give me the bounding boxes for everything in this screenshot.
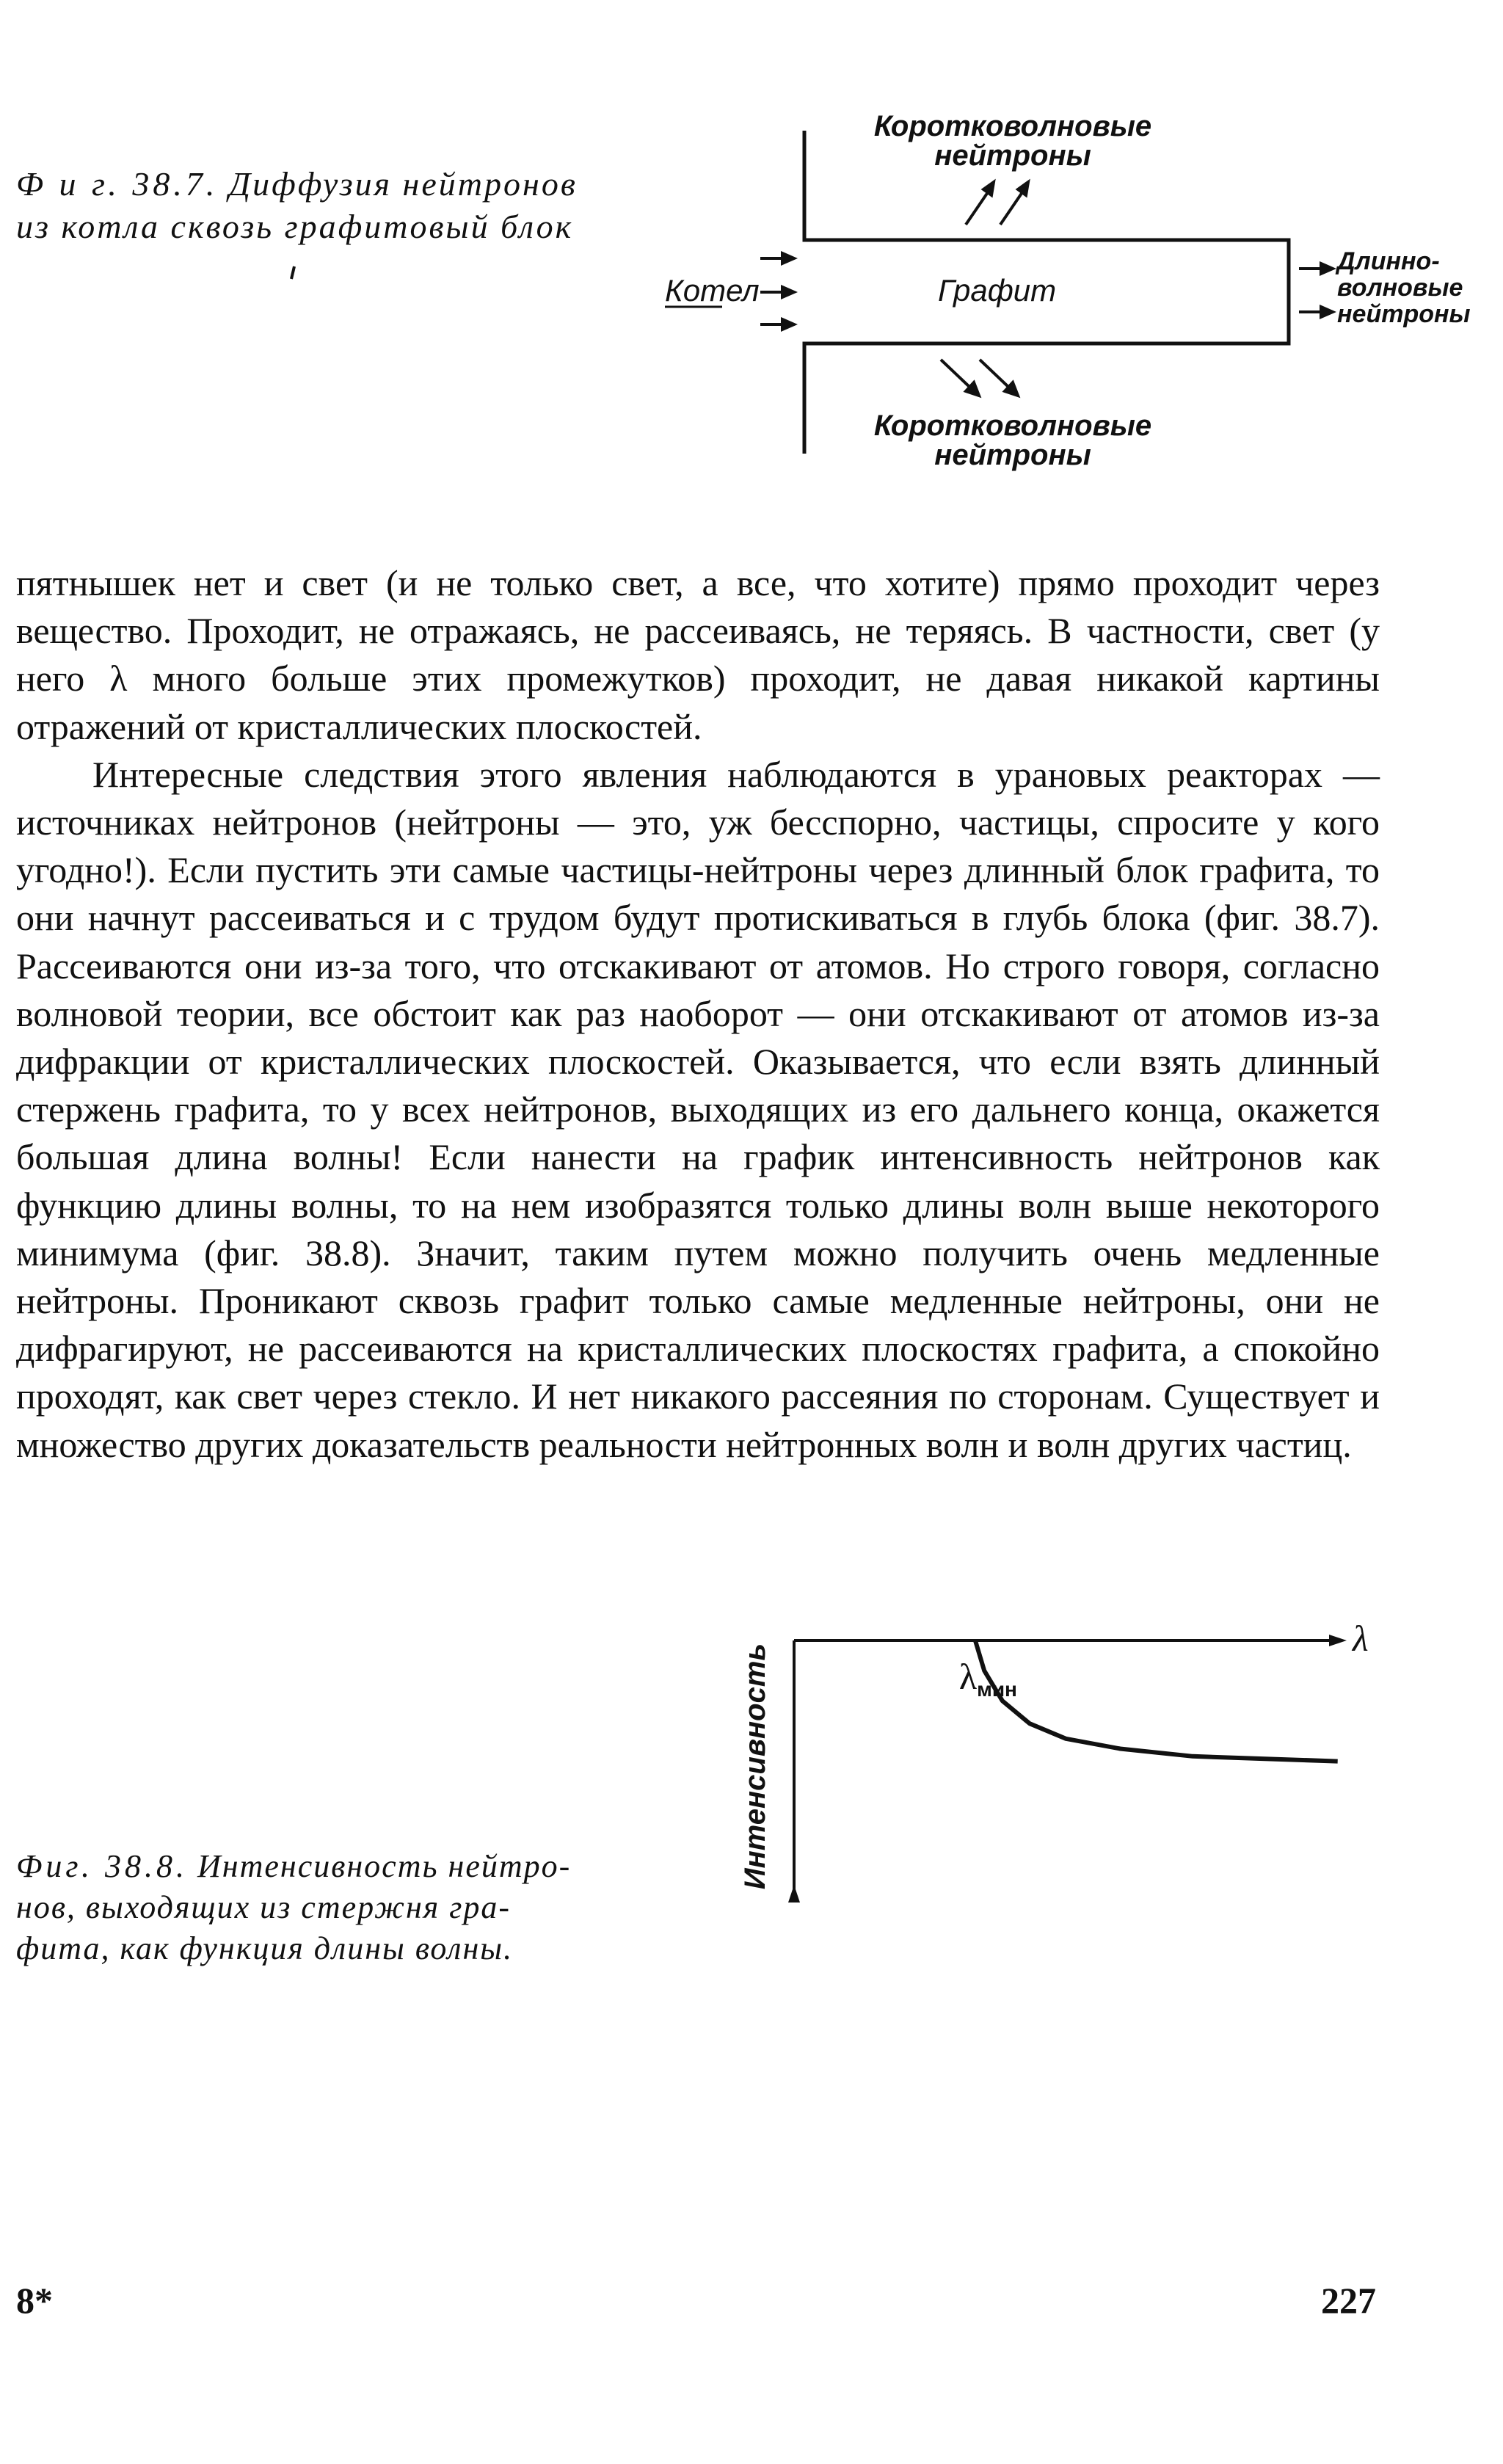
x-axis-label: λ [1353, 1618, 1369, 1659]
figure-38-8-caption-label: Фиг. 38.8. [16, 1848, 188, 1884]
figure-38-8-caption-line2: нов, выходящих из стержня гра- [16, 1889, 512, 1925]
body-paragraph-1: пятнышек нет и свет (и не только свет, а все, что хотите) прямо проходит через вещество. Проходит, не отражаясь, не рассеиваясь, не теряясь. В частности, свет (у него λ много больше этих промежутков) проходит, не давая никакой картины отражений от кристаллических плоскостей. [16, 562, 1380, 747]
body-text [16, 559, 1380, 1469]
figure-38-7-caption-label: Ф и г. 38.7. [16, 165, 219, 203]
top-short-wave-label [866, 112, 1160, 170]
y-axis-arrowhead [788, 1885, 800, 1902]
bottom-escape-arrows [941, 360, 1018, 396]
y-axis-label: Интенсивность [739, 1643, 771, 1890]
long-wave-label-line2: волновые [1337, 274, 1463, 302]
series-line [975, 1640, 1338, 1762]
page-number: 227 [1321, 2280, 1376, 2321]
source-label: Котел [665, 273, 760, 308]
figure-38-8-caption [16, 1846, 655, 1969]
bottom-short-wave-label-line1: Коротковолновые [873, 410, 1152, 442]
top-short-wave-label-line2: нейтроны [934, 139, 1091, 172]
bottom-short-wave-label-line2: нейтроны [934, 439, 1091, 471]
outgoing-arrows [1299, 264, 1333, 317]
top-escape-arrows [966, 182, 1028, 225]
top-short-wave-label-line1: Коротковолновые [873, 110, 1152, 142]
body-paragraph-2: Интересные следствия этого явления наблюдаются в урановых реакторах — источниках нейтронов (нейтроны — это, уж бесспорно, частицы, спросите у кого угодно!). Если пустить эти самые частицы-нейтроны через длинный блок графита, то они начнут рассеиваться и с трудом будут протискиваться в глубь блока (фиг. 38.7). Рассеиваются они из-за того, что отскакивают от атомов. Но строго говоря, согласно волновой теории, все обстоит как раз наоборот — они отскакивают от атомов из-за дифракции от кристаллических плоскостей. Оказывается, что если взять длинный стержень графита, то у всех нейтронов, выходящих из его дальнего конца, окажется большая длина волны! Если нанести на график интенсивность нейтронов как функцию длины волны, то на нем изобразятся только длины волн выше некоторого минимума (фиг. 38.8). Значит, таким путем можно получить очень медленные нейтроны. Проникают сквозь графит только самые медленные нейтроны, они не дифрагируют, не рассеиваются на кристаллических плоскостях графита, а спокойно проходят, как свет через стекло. И нет никакого рассеяния по сторонам. Существует и множество других доказательств реальности нейтронных волн и волн других частиц. [16, 753, 1380, 1465]
graphite-block-label: Графит [938, 273, 1057, 308]
figure-38-8-caption-line1: Фиг. 38.8. Интенсивность нейтро- [16, 1848, 572, 1884]
long-wave-label-line3: нейтроны [1337, 300, 1471, 328]
stray-mark [291, 266, 294, 279]
figure-38-8-caption-line3: фита, как функция длины волны. [16, 1930, 514, 1966]
long-wave-label [1337, 248, 1471, 327]
long-wave-label-line1: Длинно- [1337, 247, 1440, 275]
figure-38-7-caption-line2: из котла сквозь графитовый блок [16, 208, 574, 245]
figure-38-7-diagram [0, 0, 1503, 514]
x-axis-arrowhead [1329, 1635, 1347, 1646]
figure-38-7-caption-line1: Ф и г. 38.7. Диффузия нейтронов [16, 165, 578, 203]
x-min-marker-label: $\lambda_{мин}$ [958, 1656, 1017, 1701]
bottom-short-wave-label [866, 411, 1160, 470]
incoming-arrows [760, 253, 794, 330]
footer-left-mark: 8* [16, 2280, 53, 2321]
